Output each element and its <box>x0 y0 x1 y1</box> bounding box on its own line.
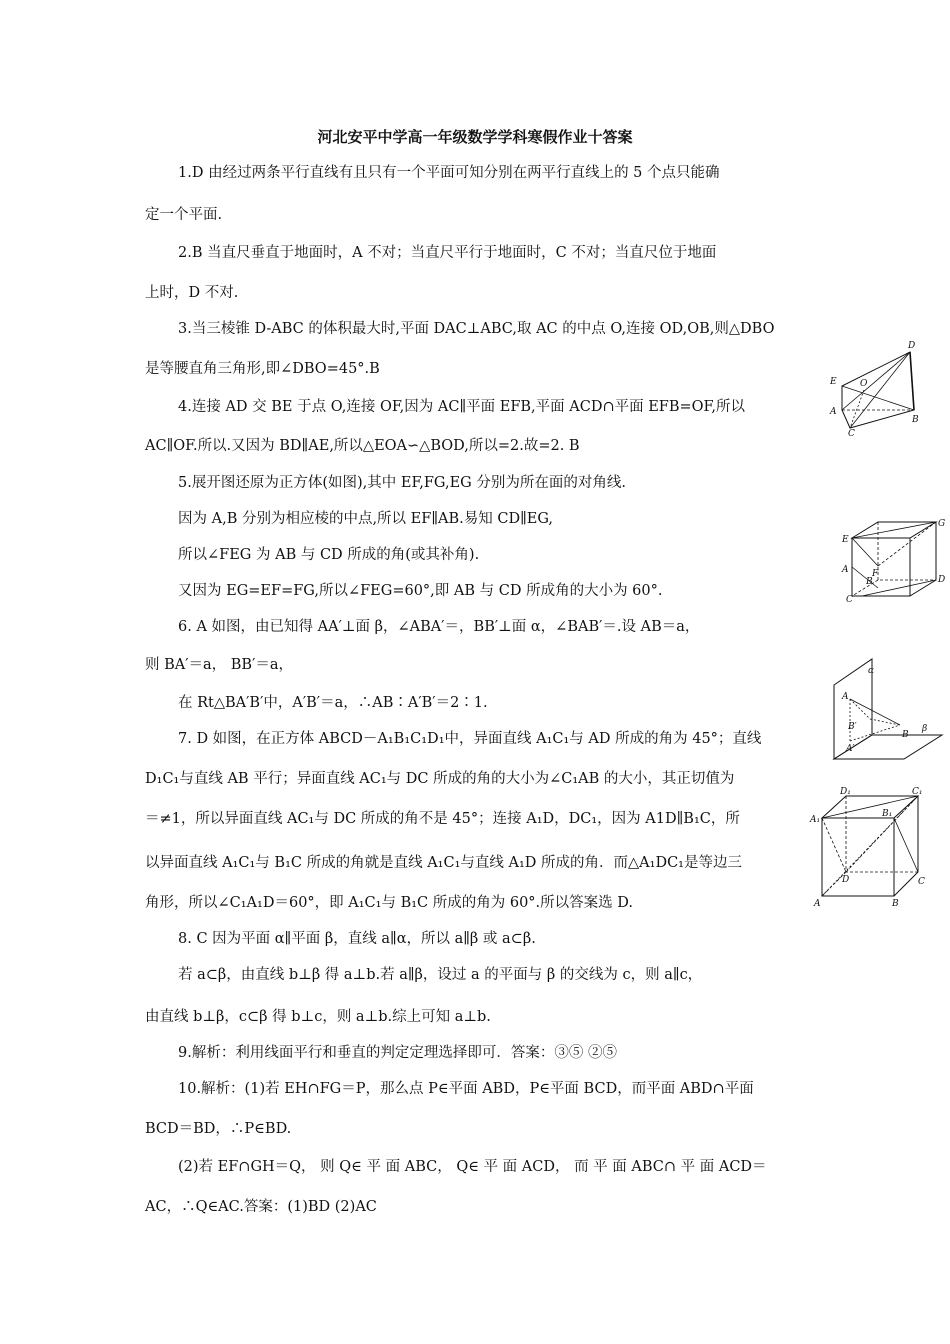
answer-10-line-3: (2)若 EF∩GH＝Q， 则 Q∈ 平 面 ABC， Q∈ 平 面 ACD， 而 平 面 ABC∩ 平 面 ACD＝ <box>178 1159 767 1175</box>
fig3-label-beta: β <box>922 724 928 734</box>
answer-10-line-4: AC，∴Q∈AC.答案：(1)BD (2)AC <box>145 1199 377 1215</box>
fig2-label-a: A <box>842 565 849 575</box>
answer-1-line-1: 1.D 由经过两条平行直线有且只有一个平面可知分别在两平行直线上的 5 个点只能确 <box>178 165 720 181</box>
fig2-label-c: C <box>846 595 853 602</box>
answer-7-line-4: 以异面直线 A₁C₁与 B₁C 所成的角就是直线 A₁C₁与直线 A₁D 所成的角．而△A₁DC₁是等边三 <box>145 855 742 871</box>
answer-3-line-1: 3.当三棱锥 D-ABC 的体积最大时,平面 DAC⊥ABC,取 AC 的中点 O,连接 OD,OB,则△DBO <box>178 321 775 337</box>
answer-10-line-1: 10.解析：(1)若 EH∩FG＝P，那么点 P∈平面 ABD，P∈平面 BCD，而平面 ABD∩平面 <box>178 1081 754 1097</box>
fig4-label-d: D <box>842 875 850 885</box>
fig3-label-alpha: α <box>868 666 875 676</box>
fig4-label-d1: D₁ <box>840 787 851 797</box>
fig4-label-a1: A₁ <box>810 815 821 825</box>
answer-5-line-3: 所以∠FEG 为 AB 与 CD 所成的角(或其补角). <box>178 547 480 563</box>
fig1-label-e: E <box>830 377 837 387</box>
fig1-label-o: O <box>860 379 868 389</box>
answer-6-line-1: 6. A 如图，由已知得 AA′⊥面 β，∠ABA′＝，BB′⊥面 α，∠BAB′＝.设 AB＝a， <box>178 619 700 635</box>
answer-8-line-1: 8. C 因为平面 α∥平面 β，直线 a∥α，所以 a∥β 或 a⊂β. <box>178 931 536 947</box>
fig4-label-a: A <box>814 899 821 908</box>
answer-7-line-1: 7. D 如图，在正方体 ABCD－A₁B₁C₁D₁中，异面直线 A₁C₁与 AD 所成的角为 45°；直线 <box>178 731 762 747</box>
answer-6-line-3: 在 Rt△BA′B′中，A′B′＝a，∴AB∶A′B′＝2∶1. <box>178 695 488 711</box>
answer-5-line-1: 5.展开图还原为正方体(如图),其中 EF,FG,EG 分别为所在面的对角线. <box>178 475 626 491</box>
figure-cube-abcd <box>808 784 928 908</box>
fig2-label-b: B <box>866 577 873 587</box>
fig3-label-a-prime: A′ <box>846 744 855 754</box>
answer-9-line-1: 9.解析：利用线面平行和垂直的判定定理选择即可．答案：③⑤ ②⑤ <box>178 1045 617 1061</box>
answer-1-line-2: 定一个平面. <box>145 207 223 223</box>
fig1-label-d: D <box>908 341 916 351</box>
answer-10-line-2: BCD＝BD，∴P∈BD. <box>145 1121 292 1137</box>
answer-7-line-3: ＝≠1，所以异面直线 AC₁与 DC 所成的角不是 45°；连接 A₁D，DC₁，因为 A1D∥B₁C，所 <box>145 811 740 827</box>
figure-cube-net <box>838 516 946 602</box>
answer-2-line-1: 2.B 当直尺垂直于地面时，A 不对；当直尺平行于地面时，C 不对；当直尺位于地面 <box>178 245 717 261</box>
fig1-label-c: C <box>848 429 855 436</box>
figure-dihedral-planes <box>828 655 946 765</box>
answer-7-line-2: D₁C₁与直线 AB 平行；异面直线 AC₁与 DC 所成的角的大小为∠C₁AB 的大小，其正切值为 <box>145 771 735 787</box>
fig2-label-d: D <box>938 575 946 585</box>
answer-4-line-1: 4.连接 AD 交 BE 于点 O,连接 OF,因为 AC∥平面 EFB,平面 ACD∩平面 EFB=OF,所以 <box>178 399 745 415</box>
answer-5-line-2: 因为 A,B 分别为相应棱的中点,所以 EF∥AB.易知 CD∥EG, <box>178 511 554 527</box>
fig2-label-e: E <box>842 535 849 545</box>
answer-8-line-2: 若 a⊂β，由直线 b⊥β 得 a⊥b.若 a∥β，设过 a 的平面与 β 的交线为 c，则 a∥c， <box>178 967 703 983</box>
fig4-label-b: B <box>892 899 899 908</box>
document-title: 河北安平中学高一年级数学学科寒假作业十答案 <box>317 128 633 146</box>
fig3-label-a: A <box>842 692 849 702</box>
figure-pyramid <box>826 338 921 436</box>
answer-6-line-2: 则 BA′＝a， BB′＝a， <box>145 657 294 673</box>
fig4-label-c1: C₁ <box>912 787 923 797</box>
fig3-label-b-prime: B′ <box>848 722 857 732</box>
fig1-label-b: B <box>912 415 919 425</box>
answer-3-line-2: 是等腰直角三角形,即∠DBO=45°.B <box>145 361 380 377</box>
answer-7-line-5: 角形，所以∠C₁A₁D＝60°，即 A₁C₁与 B₁C 所成的角为 60°.所以答案选 D. <box>145 895 633 911</box>
answer-5-line-4: 又因为 EG=EF=FG,所以∠FEG=60°,即 AB 与 CD 所成角的大小为 60°. <box>178 583 663 599</box>
fig1-label-a: A <box>830 407 837 417</box>
fig4-label-b1: B₁ <box>882 809 893 819</box>
fig2-label-f: F <box>872 569 879 579</box>
answer-4-line-2: AC∥OF.所以.又因为 BD∥AE,所以△EOA∽△BOD,所以=2.故=2. B <box>145 438 580 454</box>
answer-2-line-2: 上时，D 不对. <box>145 285 239 301</box>
fig4-label-c: C <box>918 877 925 887</box>
fig3-label-b: B <box>902 730 909 740</box>
fig2-label-g: G <box>938 519 946 529</box>
answer-8-line-3: 由直线 b⊥β，c⊂β 得 b⊥c，则 a⊥b.综上可知 a⊥b. <box>145 1009 491 1025</box>
